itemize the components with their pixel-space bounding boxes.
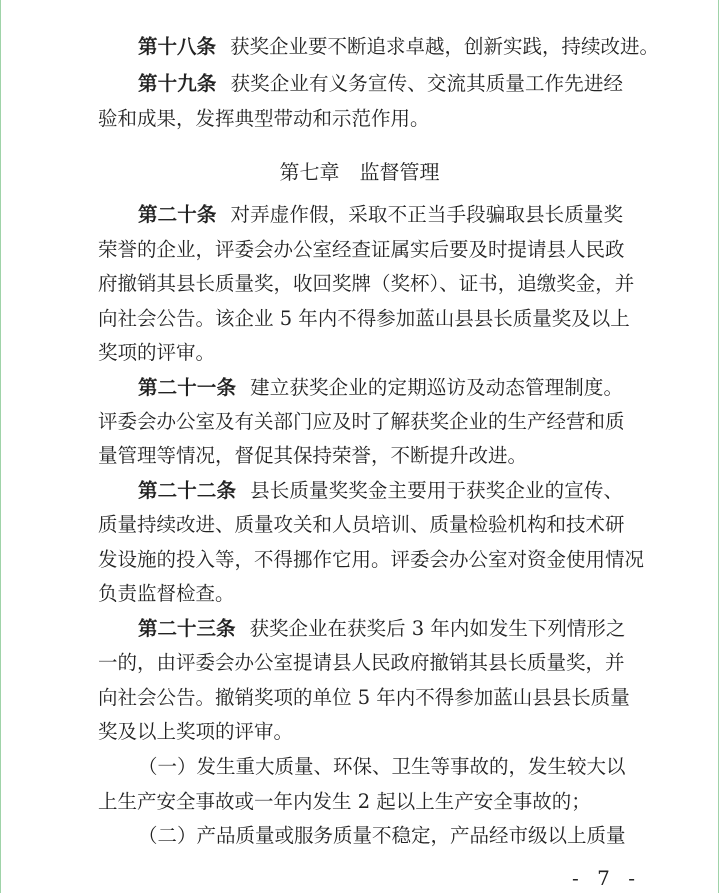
article-text: 获奖企业在获奖后 3 年内如发生下列情形之 — [249, 617, 626, 640]
chapter-title: 第七章 监督管理 — [279, 160, 440, 184]
article-title: 第二十二条 — [138, 479, 237, 502]
article-line — [98, 410, 623, 434]
article-first-line — [138, 376, 623, 400]
article-line — [98, 444, 623, 468]
article-text: 奖及以上奖项的评审。 — [98, 720, 294, 743]
article-text: 县长质量奖奖金主要用于获奖企业的宣传、 — [250, 479, 623, 502]
article-first-line — [138, 755, 626, 779]
article-line — [98, 341, 623, 365]
article-title: 第二十条 — [138, 203, 217, 226]
article-text: 获奖企业有义务宣传、交流其质量工作先进经 — [230, 72, 623, 95]
article-text: （二）产品质量或服务质量不稳定，产品经市级以上质量 — [138, 824, 626, 847]
article-text: 上生产安全事故或一年内发生 2 起以上生产安全事故的； — [98, 790, 591, 813]
article-first-line — [138, 617, 626, 641]
article-text: 向社会公告。撤销奖项的单位 5 年内不得参加蓝山县县长质量 — [98, 686, 630, 709]
article-first-line — [138, 35, 660, 59]
article-line — [98, 720, 623, 744]
article-line — [98, 513, 623, 537]
article-text: 获奖企业要不断追求卓越，创新实践，持续改进。 — [230, 35, 660, 58]
article-text: 发设施的投入等，不得挪作它用。评委会办公室对资金使用情况 — [98, 548, 645, 571]
article-text: 荣誉的企业，评委会办公室经查证属实后要及时提请县人民政 — [98, 238, 625, 261]
article-text: 量管理等情况，督促其保持荣誉，不断提升改进。 — [98, 444, 528, 467]
article-line — [98, 582, 623, 606]
article-text: 对弄虚作假，采取不正当手段骗取县长质量奖 — [230, 203, 623, 226]
article-line — [98, 651, 623, 675]
article-line — [98, 272, 635, 296]
article-title: 第十八条 — [138, 35, 217, 58]
article-line — [98, 238, 623, 262]
article-line — [98, 790, 623, 814]
article-first-line — [138, 824, 626, 848]
article-line — [98, 307, 630, 331]
article-first-line — [138, 479, 623, 503]
article-text: 府撤销其县长质量奖，收回奖牌（奖杯）、证书，追缴奖金，并 — [98, 272, 635, 295]
page-number: - 7 - — [572, 866, 641, 890]
article-text: 负责监督检查。 — [98, 582, 235, 605]
article-text: 验和成果，发挥典型带动和示范作用。 — [98, 107, 430, 130]
article-title: 第二十三条 — [138, 617, 236, 640]
article-text: 建立获奖企业的定期巡访及动态管理制度。 — [250, 376, 623, 399]
article-text: 质量持续改进、质量攻关和人员培训、质量检验机构和技术研 — [98, 513, 625, 536]
article-text: （一）发生重大质量、环保、卫生等事故的，发生较大以 — [138, 755, 626, 778]
article-title: 第十九条 — [138, 72, 217, 95]
article-line — [98, 686, 630, 710]
article-text: 评委会办公室及有关部门应及时了解获奖企业的生产经营和质 — [98, 410, 625, 433]
article-first-line — [138, 203, 623, 227]
article-line — [98, 548, 645, 572]
article-first-line — [138, 72, 623, 96]
article-text: 奖项的评审。 — [98, 341, 216, 364]
article-title: 第二十一条 — [138, 376, 237, 399]
article-line — [98, 107, 623, 131]
article-text: 向社会公告。该企业 5 年内不得参加蓝山县县长质量奖及以上 — [98, 307, 630, 330]
article-text: 一的，由评委会办公室提请县人民政府撤销其县长质量奖，并 — [98, 651, 625, 674]
